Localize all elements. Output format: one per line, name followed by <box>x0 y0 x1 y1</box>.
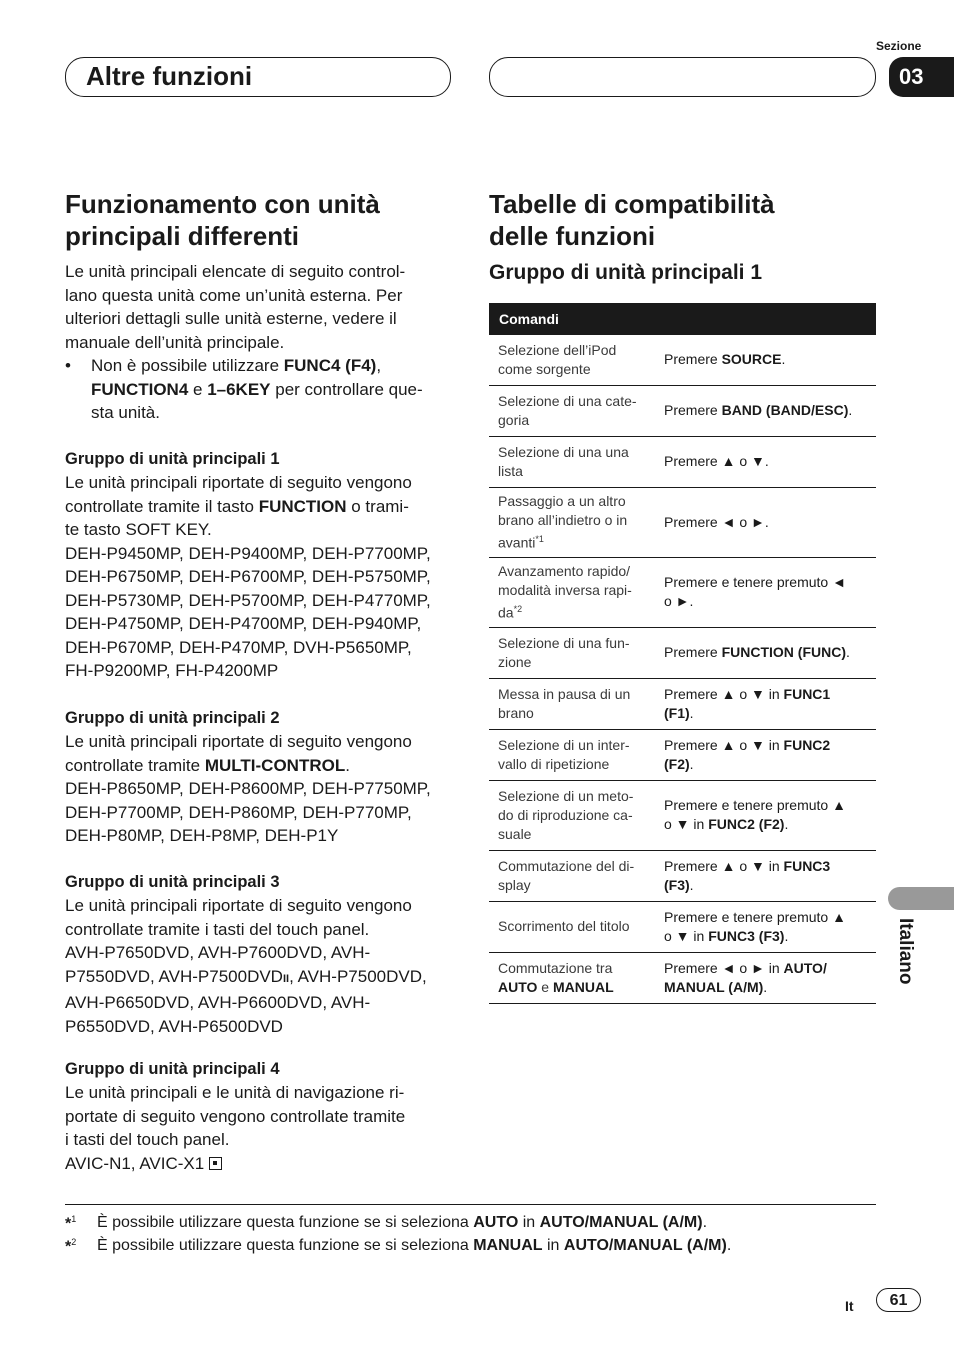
table-row <box>489 678 876 729</box>
command-cell: Scorrimento del titolo <box>489 901 655 952</box>
table-row <box>489 487 876 557</box>
model-list-line: P6550DVD, AVH-P6500DVD <box>65 1016 283 1036</box>
model-list-line: DEH-P8650MP, DEH-P8600MP, DEH-P7750MP, <box>65 779 431 798</box>
operation-cell: Premere SOURCE. <box>655 335 876 385</box>
group-desc: controllate tramite il tasto FUNCTION o trami- <box>65 496 409 516</box>
group-1 <box>65 447 455 683</box>
chapter-title: Altre funzioni <box>86 61 253 91</box>
group-desc: controllate tramite MULTI-CONTROL. <box>65 755 350 775</box>
table-header-cell: Comandi <box>489 303 876 335</box>
command-cell: Selezione di un meto- do di riproduzione ca- suale <box>489 780 655 850</box>
right-subtitle-text: Gruppo di unità principali 1 <box>489 261 763 284</box>
group-desc: Le unità principali riportate di seguito vengono <box>65 732 412 751</box>
operation-cell: Premere ▲ o ▼ in FUNC1 (F1). <box>655 678 876 729</box>
operation-cell: Premere e tenere premuto ▲ o ▼ in FUNC2 (F2). <box>655 780 876 850</box>
table-row <box>489 729 876 780</box>
section-number-badge: 03 <box>889 57 954 97</box>
table-row <box>489 436 876 487</box>
group-desc: controllate tramite i tasti del touch panel. <box>65 919 370 939</box>
language-tab-marker <box>888 887 954 910</box>
bullet-text: Non è possibile utilizzare FUNC4 (F4), FUNCTION4 e 1–6KEY per controllare que- sta unità. <box>91 356 423 422</box>
model-list-line: DEH-P4750MP, DEH-P4700MP, DEH-P940MP, <box>65 614 422 633</box>
right-title-line: Tabelle di compatibilità <box>489 189 775 219</box>
command-cell: Commutazione tra AUTO e MANUAL <box>489 952 655 1003</box>
command-cell: Avanzamento rapido/ modalità inversa rapi- $da^{*2}$ <box>489 557 655 627</box>
operation-cell: Premere ▲ o ▼ in FUNC3 (F3). <box>655 850 876 901</box>
operation-cell: Premere ◄ o ► in AUTO/ MANUAL (A/M). <box>655 952 876 1003</box>
operation-cell: Premere FUNCTION (FUNC). <box>655 627 876 678</box>
command-cell: Passaggio a un altro brano all’indietro o in avanti$^{*1}$ <box>489 487 655 557</box>
bullet-item <box>65 354 455 425</box>
footnote-marker: *$^2$ <box>65 1237 77 1256</box>
right-title <box>489 188 879 252</box>
model-list-line: AVH-P6650DVD, AVH-P6600DVD, AVH- <box>65 993 371 1012</box>
intro-paragraph <box>65 260 455 425</box>
page-number: 61 <box>876 1288 921 1312</box>
intro-line: Le unità principali elencate di seguito control- <box>65 262 406 281</box>
group-heading: Gruppo di unità principali 3 <box>65 873 280 891</box>
model-list-line: DEH-P7700MP, DEH-P860MP, DEH-P770MP, <box>65 802 412 822</box>
right-title-line: delle funzioni <box>489 221 656 251</box>
command-cell: Selezione di una cate- goria <box>489 385 655 436</box>
table-row <box>489 335 876 385</box>
language-label: Italiano <box>895 918 916 985</box>
group-4 <box>65 1057 455 1175</box>
left-title-line: principali differenti <box>65 221 300 251</box>
operation-cell: Premere ◄ o ►. <box>655 487 876 557</box>
group-heading: Gruppo di unità principali 4 <box>65 1060 280 1078</box>
footnote-marker: *$^1$ <box>65 1214 77 1233</box>
group-desc: Le unità principali riportate di seguito vengono <box>65 896 412 915</box>
group-desc: i tasti del touch panel. <box>65 1130 230 1149</box>
intro-line: ulteriori dettagli sulle unità esterne, vedere il <box>65 309 397 328</box>
right-subtitle <box>489 261 762 285</box>
table-row <box>489 627 876 678</box>
intro-line: lano questa unità come un’unità esterna. Per <box>65 285 403 305</box>
model-list-line: AVH-P7650DVD, AVH-P7600DVD, AVH- <box>65 943 371 962</box>
table-row <box>489 952 876 1003</box>
model-list-line: DEH-P9450MP, DEH-P9400MP, DEH-P7700MP, <box>65 543 431 563</box>
command-cell: Commutazione del di- splay <box>489 850 655 901</box>
operation-cell: Premere e tenere premuto ◄ o ►. <box>655 557 876 627</box>
command-cell: Selezione di una fun- zione <box>489 627 655 678</box>
end-of-section-icon <box>209 1157 222 1170</box>
intro-line: manuale dell’unità principale. <box>65 332 285 352</box>
group-desc: te tasto SOFT KEY. <box>65 520 212 539</box>
group-heading: Gruppo di unità principali 2 <box>65 709 280 727</box>
table-header-row <box>489 303 876 335</box>
table-row <box>489 901 876 952</box>
model-list-line: DEH-P80MP, DEH-P8MP, DEH-P1Y <box>65 826 339 845</box>
model-list-line: DEH-P6750MP, DEH-P6700MP, DEH-P5750MP, <box>65 567 431 586</box>
group-3 <box>65 870 455 1038</box>
operation-cell: Premere BAND (BAND/ESC). <box>655 385 876 436</box>
table-row <box>489 850 876 901</box>
operation-cell: Premere ▲ o ▼ in FUNC2 (F2). <box>655 729 876 780</box>
group-desc: Le unità principali riportate di seguito vengono <box>65 473 412 492</box>
model-list-line: DEH-P5730MP, DEH-P5700MP, DEH-P4770MP, <box>65 590 431 610</box>
footnote-text: È possibile utilizzare questa funzione se si seleziona MANUAL in AUTO/MANUAL (A/M). <box>97 1237 732 1254</box>
group-desc: Le unità principali e le unità di navigazione ri- <box>65 1083 405 1102</box>
language-code: It <box>845 1298 854 1314</box>
footnote-2 <box>65 1237 731 1256</box>
group-desc: portate di seguito vengono controllate tramite <box>65 1106 406 1126</box>
footnote-text: È possibile utilizzare questa funzione se si seleziona AUTO in AUTO/MANUAL (A/M). <box>97 1214 708 1231</box>
command-cell: Selezione di un inter- vallo di ripetizione <box>489 729 655 780</box>
header-frame-right <box>489 57 876 97</box>
compatibility-table <box>489 303 876 1004</box>
group-heading: Gruppo di unità principali 1 <box>65 450 280 468</box>
table-row <box>489 557 876 627</box>
left-title <box>65 188 455 252</box>
bullet-dot: • <box>65 356 71 375</box>
table-row <box>489 780 876 850</box>
left-title-line: Funzionamento con unità <box>65 189 380 219</box>
model-list-line: AVIC-N1, AVIC-X1 <box>65 1152 455 1176</box>
operation-cell: Premere ▲ o ▼. <box>655 436 876 487</box>
model-list-line: P7550DVD, AVH-P7500DVDII, AVH-P7500DVD, <box>65 966 427 986</box>
command-cell: Selezione di una una lista <box>489 436 655 487</box>
model-list-line: FH-P9200MP, FH-P4200MP <box>65 661 279 680</box>
model-list-line: DEH-P670MP, DEH-P470MP, DVH-P5650MP, <box>65 637 412 657</box>
group-2 <box>65 706 455 848</box>
command-cell: Selezione dell’iPod come sorgente <box>489 335 655 385</box>
footnote-1 <box>65 1214 707 1233</box>
table-row <box>489 385 876 436</box>
section-label: Sezione <box>876 39 922 53</box>
footnote-divider <box>65 1204 876 1205</box>
operation-cell: Premere e tenere premuto ▲ o ▼ in FUNC3 (F3). <box>655 901 876 952</box>
command-cell: Messa in pausa di un brano <box>489 678 655 729</box>
